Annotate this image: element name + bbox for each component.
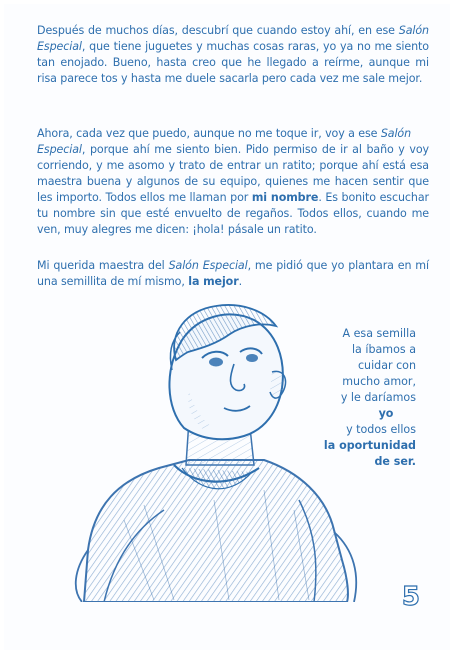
- sidenote-line-1: A esa semilla: [342, 327, 416, 340]
- p2-text-c: . Es bonito escuchar tu nombre sin que esté envuelto de regaños. Todos ellos, cuando me ven, muy alegres me dicen: ¡hola! pásale un ratito.: [37, 191, 429, 236]
- sidenote-de-ser: de ser.: [374, 455, 416, 468]
- sidenote-line-3: cuidar con: [357, 359, 416, 372]
- p2-salon: Salón: [380, 127, 412, 140]
- p3-text-b: , me pidió que yo plantara en mí una semillita de mí mismo,: [37, 259, 429, 288]
- paragraph-1: [37, 23, 429, 87]
- sidenote-line-7: y todos ellos: [346, 423, 416, 436]
- p3-text-a: Mi querida maestra del: [37, 259, 165, 272]
- p1-salon-especial: Salón Especial: [37, 24, 429, 53]
- p1-text-a: Después de muchos días, descubrí que cuando estoy ahí, en ese: [37, 24, 395, 37]
- p2-text-b: , porque ahí me siento bien. Pido permiso de ir al baño y voy corriendo, y me asomo y trato de entrar un ratito; porque ahí está esa maestra buena y algunos de su equipo, quienes me hacen sentir que les importo. Todos ellos me llaman por: [37, 143, 429, 204]
- sidenote-line-4: mucho amor,: [342, 375, 416, 388]
- sidenote: [286, 326, 416, 470]
- p2-text-a: Ahora, cada vez que puedo, aunque no me toque ir, voy a ese: [37, 127, 378, 140]
- page-number: 5: [401, 582, 420, 612]
- p3-la-mejor: la mejor: [188, 275, 239, 288]
- p3-text-c: .: [238, 275, 243, 288]
- p2-mi-nombre: mi nombre: [251, 191, 319, 204]
- sidenote-la-oportunidad: la oportunidad: [323, 439, 416, 452]
- p2-especial: Especial: [37, 143, 82, 156]
- sidenote-line-5: y le daríamos: [340, 391, 416, 404]
- book-page: [4, 4, 450, 650]
- paragraph-2: [37, 126, 429, 238]
- sidenote-yo: yo: [378, 407, 394, 420]
- p3-salon-especial: Salón Especial: [168, 259, 248, 272]
- sidenote-line-2: la íbamos a: [351, 343, 416, 356]
- p1-text-b: , que tiene juguetes y muchas cosas raras, yo ya no me siento tan enojado. Bueno, hasta creo que he llegado a reírme, aunque mi risa parece tos y hasta me duele sacarla pero cada vez me sale mejor.: [37, 40, 429, 85]
- paragraph-3: [37, 258, 429, 290]
